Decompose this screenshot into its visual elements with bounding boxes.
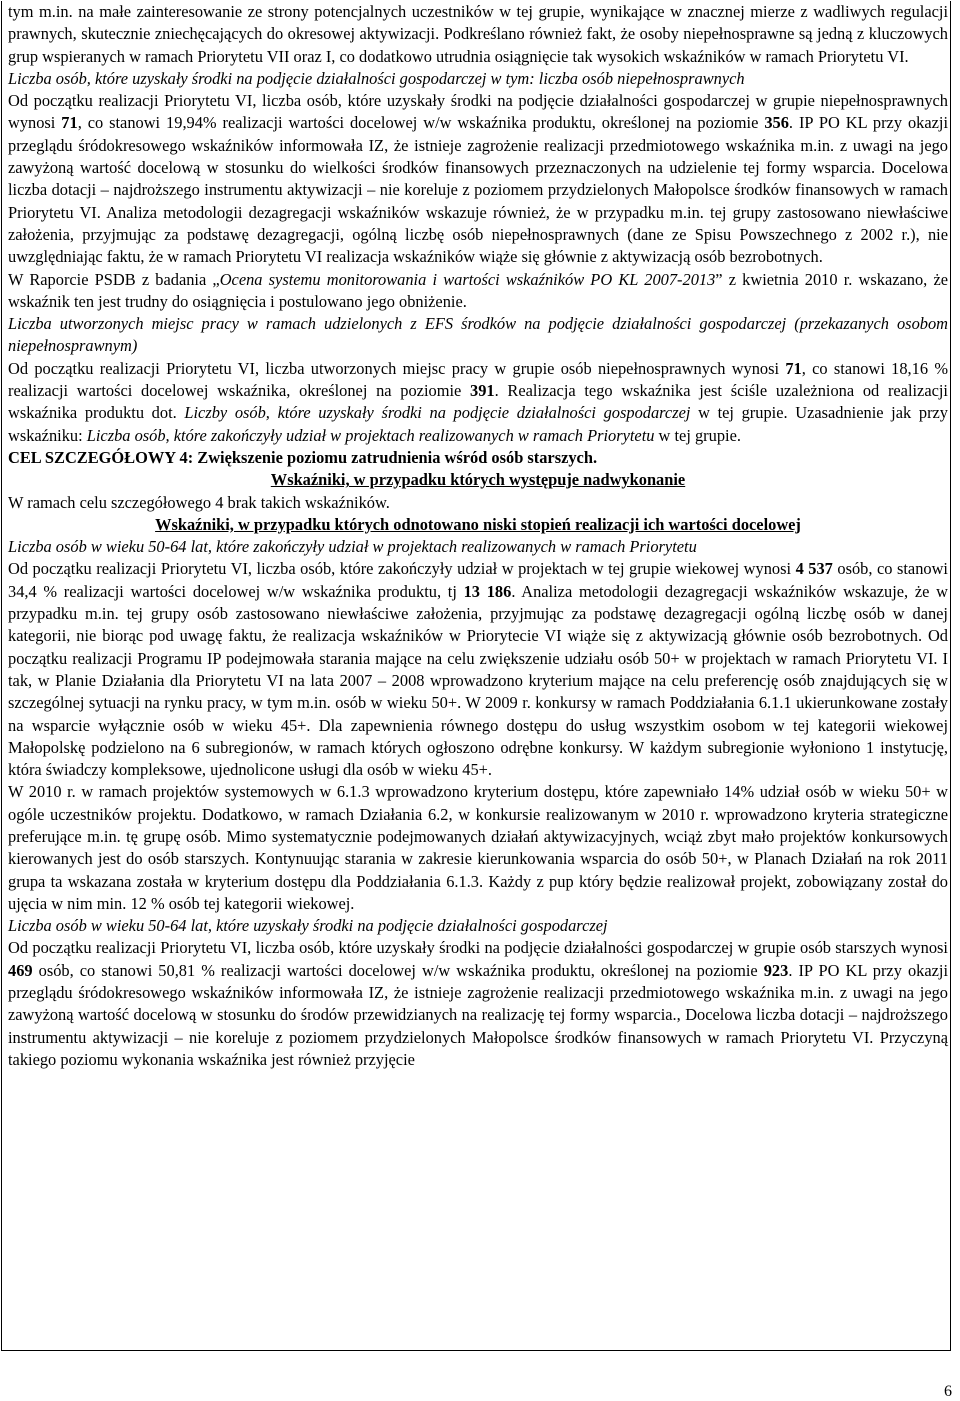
value-target: 923	[763, 960, 789, 980]
paragraph-no-indicators: W ramach celu szczegółowego 4 brak takich wskaźników.	[8, 492, 390, 512]
paragraph-psdb-report: W Raporcie PSDB z badania „Ocena systemu monitorowania i wartości wskaźników PO KL 2007-2013” z kwietnia 2010 r. wskazano, że wskaźnik ten jest trudny do osiągnięcia i postulowano jego obniżenie.	[8, 269, 949, 311]
paragraph-jobs-created: Od początku realizacji Priorytetu VI, liczba utworzonych miejsc pracy w grupie osób niepełnosprawnych wynosi 71, co stanowi 18,16 % realizacji wartości docelowej wskaźnika, określonej na poziomie 391. Realizacja tego wskaźnika jest ściśle uzależniona od realizacji wskaźnika produktu dot. Liczby osób, które uzyskały środki na podjęcie działalności gospodarczej w tej grupie. Uzasadnienie jak przy wskaźniku: Liczba osób, które zakończyły udział w projektach realizowanych w ramach Priorytetu w tej grupie.	[8, 358, 948, 445]
value-count: 71	[785, 358, 802, 378]
document-body	[8, 1, 948, 1071]
value-count: 4 537	[795, 559, 833, 579]
subheading-low-realization: Wskaźniki, w przypadku których odnotowano niski stopień realizacji ich wartości docelowej	[155, 514, 801, 534]
indicator-heading-disabled-business: Liczba osób, które uzyskały środki na podjęcie działalności gospodarczej w tym: liczba osób niepełnosprawnych	[8, 68, 745, 88]
paragraph-disabled-business: Od początku realizacji Priorytetu VI, liczba osób, które uzyskały środki na podjęcie działalności gospodarczej w grupie niepełnosprawnych wynosi 71, co stanowi 19,94% realizacji wartości docelowej w/w wskaźnika produktu, określonej na poziomie 356. IP PO KL przy okazji przeglądu śródokresowego wskaźników informowała IZ, że istnieje zagrożenie realizacji przedmiotowego wskaźnika m.in. z uwagi na jego zawyżoną wartość docelową w stosunku do wielkości środków finansowych przeznaczonych na udzielenie tej formy wsparcia. Docelowa liczba dotacji – najdroższego instrumentu aktywizacji – nie koreluje z poziomem przydzielonych Małopolsce środków finansowych w ramach Priorytetu VI. Analiza metodologii dezagregacji wskaźników wskazuje również, że w przypadku m.in. tej grupy zastosowano niewłaściwe założenia, przyjmując za podstawę dezagregacji, ogólną liczbę osób niepełnosprawnych (dane ze Spisu Powszechnego z 2002 r.), nie uwzględniając faktu, że w ramach Priorytetu VI realizacja wskaźników wiąże się głównie z aktywizacją osób bezrobotnych.	[8, 91, 949, 267]
paragraph-age-completed: Od początku realizacji Priorytetu VI, liczba osób, które zakończyły udział w projektach w tej grupie wiekowej wynosi 4 537 osób, co stanowi 34,4 % realizacji wartości docelowej w/w wskaźnika produktu, tj 13 186. Analiza metodologii dezagregacji wskaźników wskazuje, że w przypadku m.in. tej grupy osób zastosowano niewłaściwe założenia, przyjmując za podstawę dezagregacji ogólną liczbę osób w danej kategorii, nie biorąc pod uwagę faktu, że realizacja wskaźników w Priorytecie VI wiąże się z aktywizacją głównie osób bezrobotnych. Od początku realizacji Programu IP podejmowała starania mające na celu zwiększenie udziału osób 50+ w projektach w ramach Priorytetu VI. I tak, w Planie Działania dla Priorytetu VI na lata 2007 – 2008 wprowadzono kryterium mające na celu preferencję osób znajdujących się w szczególnej sytuacji na rynku pracy, w tym m.in. osób w wieku 50+. W 2009 r. konkursy w ramach Poddziałania 6.1.1 ukierunkowane zostały na wsparcie wyłącznie osób w wieku 45+. Dla zapewnienia równego dostępu do usług wszystkim osobom w tej kategorii wiekowej Małopolskę podzielono na 6 subregionów, w ramach których ogłoszono odrębne konkursy. W każdym subregionie wyłoniono 1 instytucję, która świadczy kompleksowe, ujednolicone usługi dla osób w wieku 45+.	[8, 559, 949, 780]
indicator-heading-jobs-created: Liczba utworzonych miejsc pracy w ramach udzielonych z EFS środków na podjęcie działalności gospodarczej (przekazanych osobom niepełnosprawnym)	[8, 314, 948, 356]
paragraph-age-business: Od początku realizacji Priorytetu VI, liczba osób, które uzyskały środki na podjęcie działalności gospodarczej w grupie osób starszych wynosi 469 osób, co stanowi 50,81 % realizacji wartości docelowej w/w wskaźnika produktu, określonej na poziomie 923. IP PO KL przy okazji przeglądu śródokresowego wskaźników informowała IZ, że istnieje zagrożenie realizacji przedmiotowego wskaźnika m.in. z uwagi na jego zawyżoną wartość docelową w stosunku do środów przewidzianych na realizację tej formy wsparcia., Docelowa liczba dotacji – najdroższego instrumentu aktywizacji – nie koreluje z poziomem przydzielonych Małopolsce środków finansowych w ramach Priorytetu VI. Przyczyną takiego poziomu wykonania wskaźnika jest również przyjęcie	[8, 938, 948, 1069]
value-target: 13 186	[463, 581, 512, 601]
paragraph-2010-projects: W 2010 r. w ramach projektów systemowych w 6.1.3 wprowadzono kryterium dostępu, które zapewniało 14% udział osób w wieku 50+ w ogóle uczestników projektu. Dodatkowo, w ramach Działania 6.2, w konkursie realizowanym w 2010 r. wprowadzono kryteria strategiczne preferujące m.in. tę grupę osób. Mimo systematycznie podejmowanych działań aktywizacyjnych, wciąż zbyt mało projektów konkursowych kierowanych jest do osób starszych. Kontynuując starania w zakresie kierunkowania wsparcia do osób 50+, w Planach Działań na rok 2011 grupa ta wskazana została w kryterium dostępu dla Poddziałania 6.1.3. Każdy z pup który będzie realizował projekt, zobowiązany został do ujęcia w nim min. 12 % osób tej kategorii wiekowej.	[8, 782, 948, 913]
page-number: 6	[944, 1383, 952, 1400]
value-count: 469	[8, 960, 33, 980]
value-target: 356	[764, 113, 789, 133]
indicator-heading-age-completed: Liczba osób w wieku 50-64 lat, które zakończyły udział w projektach realizowanych w ramach Priorytetu	[8, 537, 697, 557]
report-title: Ocena systemu monitorowania i wartości wskaźników PO KL 2007-2013	[219, 269, 716, 289]
indicator-heading-age-business: Liczba osób w wieku 50-64 lat, które uzyskały środki na podjęcie działalności gospodarczej	[8, 916, 608, 936]
paragraph-intro: tym m.in. na małe zainteresowanie ze strony potencjalnych uczestników w tej grupie, wynikające w znacznej mierze z wadliwych regulacji prawnych, skutecznie zniechęcających do okresowej aktywizacji. Podkreślano również fakt, że osoby niepełnosprawne są jedną z kluczowych grup wspieranych w ramach Priorytetu VII oraz I, co dodatkowo utrudnia osiągnięcie tak wysokich wskaźników w ramach Priorytetu VI.	[8, 2, 948, 66]
value-target: 391	[470, 381, 495, 401]
subheading-overperformance: Wskaźniki, w przypadku których występuje nadwykonanie	[270, 470, 686, 490]
section-heading-objective-4: CEL SZCZEGÓŁOWY 4: Zwiększenie poziomu zatrudnienia wśród osób starszych.	[8, 447, 598, 467]
value-count: 71	[61, 113, 78, 133]
